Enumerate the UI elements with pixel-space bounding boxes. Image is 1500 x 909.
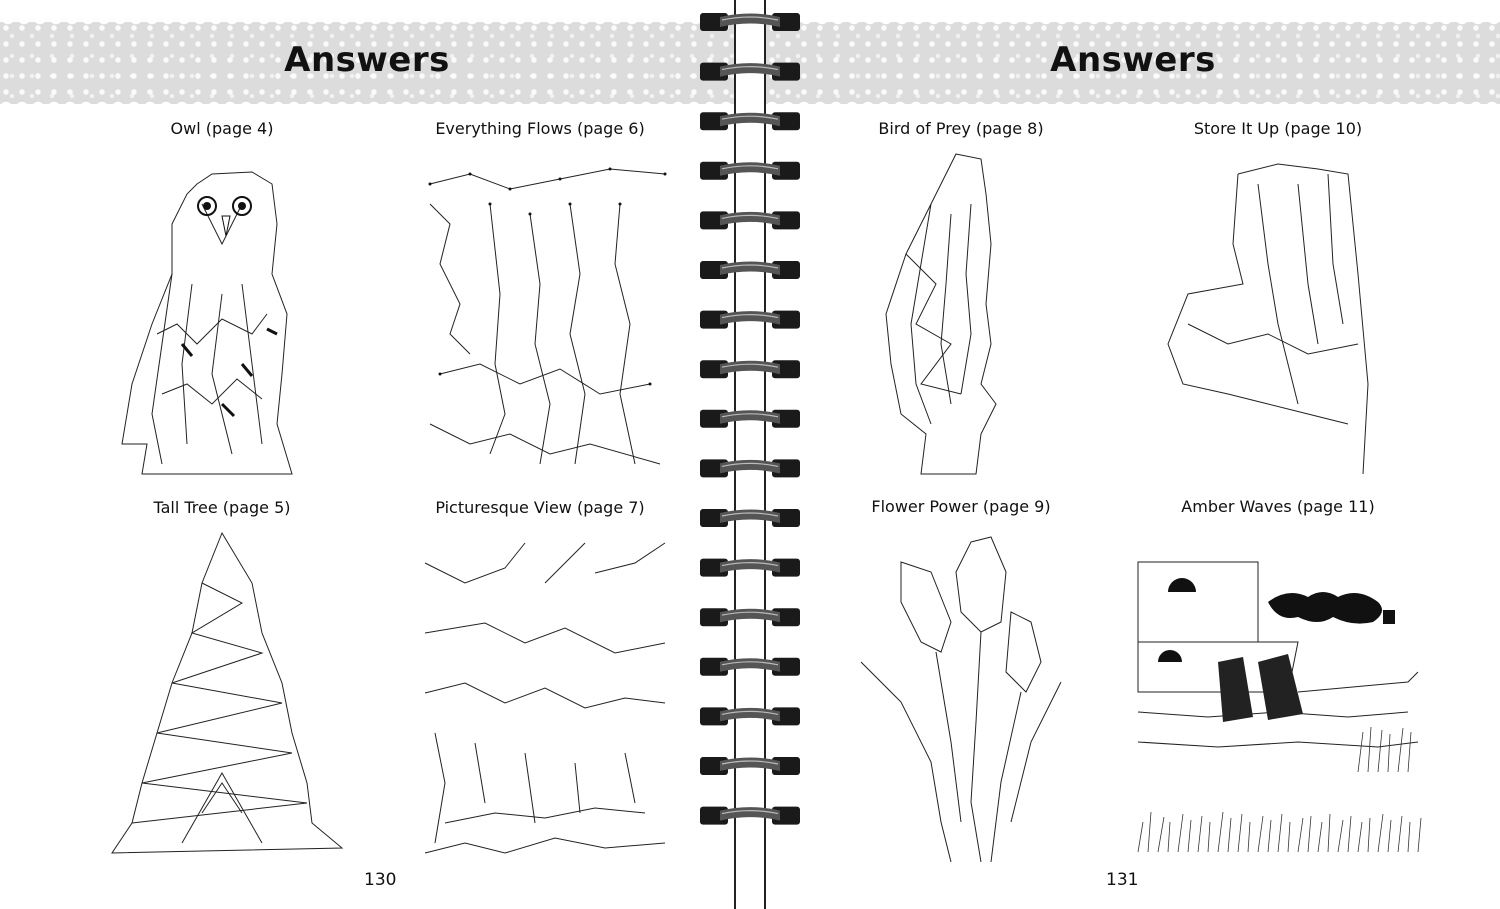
- header-title-right: Answers: [1050, 40, 1216, 80]
- puzzle-title-picturesque-view: Picturesque View (page 7): [435, 498, 645, 517]
- spiral-ring: [700, 459, 800, 477]
- picturesque-view-drawing: [405, 523, 675, 863]
- spiral-ring: [700, 13, 800, 31]
- spiral-ring: [700, 509, 800, 527]
- header-title-left: Answers: [284, 40, 450, 80]
- spiral-ring: [700, 311, 800, 329]
- puzzle-bird-of-prey: [811, 118, 1111, 484]
- puzzle-amber-waves: [1128, 496, 1428, 862]
- puzzle-everything-flows: [390, 118, 690, 484]
- store-it-up-drawing: [1148, 144, 1408, 484]
- puzzle-title-everything-flows: Everything Flows (page 6): [435, 119, 645, 138]
- puzzle-flower-power: [811, 496, 1111, 862]
- owl-drawing: [102, 144, 342, 484]
- spiral-ring: [700, 707, 800, 725]
- spiral-ring: [700, 807, 800, 825]
- puzzle-title-flower-power: Flower Power (page 9): [871, 497, 1051, 516]
- spiral-ring: [700, 211, 800, 229]
- puzzle-title-bird-of-prey: Bird of Prey (page 8): [878, 119, 1044, 138]
- left-page: [0, 0, 736, 909]
- spiral-ring: [700, 162, 800, 180]
- puzzle-picturesque-view: [390, 497, 690, 863]
- spiral-ring: [700, 757, 800, 775]
- spiral-ring: [700, 658, 800, 676]
- puzzle-title-store-it-up: Store It Up (page 10): [1193, 119, 1363, 138]
- puzzle-tall-tree: [72, 497, 372, 863]
- tall-tree-drawing: [92, 523, 352, 863]
- spiral-ring: [700, 608, 800, 626]
- spiral-ring: [700, 112, 800, 130]
- puzzle-title-amber-waves: Amber Waves (page 11): [1181, 497, 1375, 516]
- everything-flows-drawing: [410, 144, 670, 484]
- puzzle-store-it-up: [1128, 118, 1428, 484]
- spiral-binding: [690, 0, 810, 909]
- puzzle-title-owl: Owl (page 4): [170, 119, 274, 138]
- page-number-right: 131: [1106, 870, 1139, 890]
- spiral-ring: [700, 410, 800, 428]
- flower-power-drawing: [841, 522, 1081, 862]
- spiral-ring: [700, 261, 800, 279]
- spiral-ring: [700, 559, 800, 577]
- spiral-ring: [700, 360, 800, 378]
- amber-waves-drawing: [1128, 522, 1428, 862]
- spiral-ring: [700, 63, 800, 81]
- puzzle-owl: [72, 118, 372, 484]
- right-page: [764, 0, 1500, 909]
- puzzle-title-tall-tree: Tall Tree (page 5): [153, 498, 291, 517]
- page-number-left: 130: [364, 870, 397, 890]
- bird-of-prey-drawing: [861, 144, 1061, 484]
